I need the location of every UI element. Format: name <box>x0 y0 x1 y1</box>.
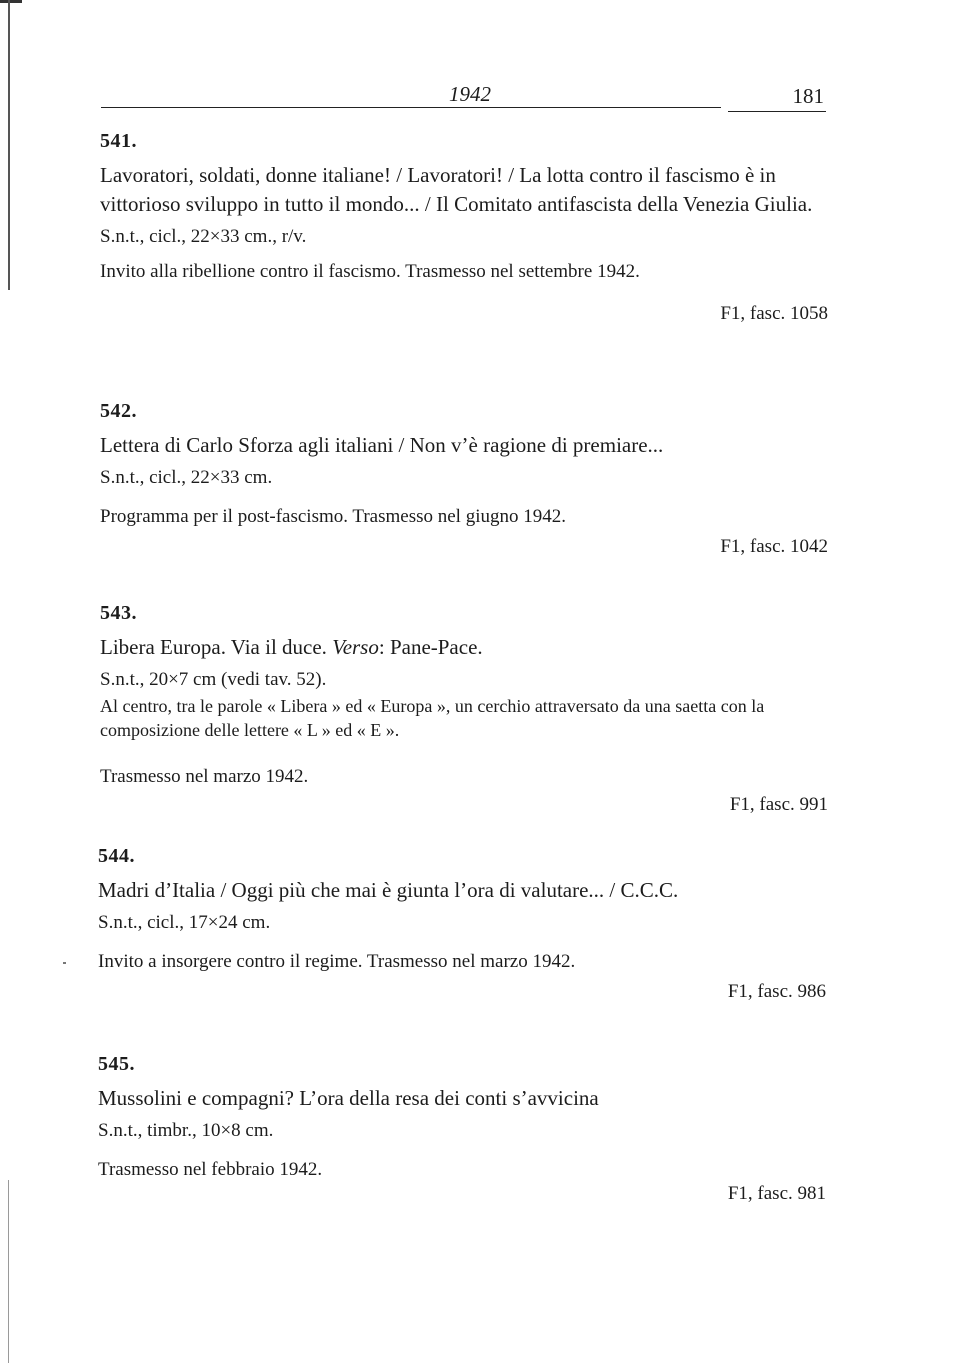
entry-title <box>100 633 828 662</box>
entry-physical-description: S.n.t., cicl., 22×33 cm. <box>100 467 273 488</box>
entry-title: Madri d’Italia / Oggi più che mai è giunta l’ora di valutare... / C.C.C. <box>98 878 679 902</box>
entry-title-verso-label: Verso <box>332 635 379 659</box>
entry-archive-reference: F1, fasc. 991 <box>729 794 828 815</box>
entry-physical-description: S.n.t., cicl., 22×33 cm., r/v. <box>100 226 307 247</box>
entry-physical-description: S.n.t., cicl., 17×24 cm. <box>98 912 271 933</box>
entry-physical-description: S.n.t., 20×7 cm (vedi tav. 52). <box>100 669 327 690</box>
binding-edge-lower <box>8 1180 9 1363</box>
entry-archive-reference: F1, fasc. 1042 <box>720 536 828 557</box>
scan-corner-mark <box>0 0 22 17</box>
entry-title: Mussolini e compagni? L’ora della resa dei conti s’avvicina <box>98 1086 599 1110</box>
page-number: 181 <box>792 84 824 108</box>
entry-title-main: Libera Europa. Via il duce. <box>100 635 327 659</box>
entry-description: Al centro, tra le parole « Libera » ed « Europa », un cerchio attraversato da una saetta con la composizione delle lettere « L » ed « E ». <box>100 696 765 740</box>
entry-note: Trasmesso nel marzo 1942. <box>100 766 309 787</box>
catalog-entry-541 <box>100 130 828 325</box>
entry-title: Lavoratori, soldati, donne italiane! / Lavoratori! / La lotta contro il fascismo è in vittorioso sviluppo in tutto il mondo... / Il Comitato antifascista della Venezia Giulia. <box>100 163 813 216</box>
entry-physical-description: S.n.t., timbr., 10×8 cm. <box>98 1120 274 1141</box>
entry-title: Lettera di Carlo Sforza agli italiani / Non v’è ragione di premiare... <box>100 433 664 457</box>
entry-note: Invito alla ribellione contro il fascismo. Trasmesso nel settembre 1942. <box>100 261 640 282</box>
running-head-year: 1942 <box>449 82 491 106</box>
entry-number: 544. <box>98 845 135 867</box>
entry-note: Trasmesso nel febbraio 1942. <box>98 1159 323 1180</box>
catalog-entry-545 <box>98 1053 826 1205</box>
entry-title-verso-text: : Pane-Pace. <box>378 635 483 659</box>
catalog-entry-543 <box>100 602 828 816</box>
header-rule <box>101 107 721 108</box>
catalog-entry-542 <box>100 400 828 558</box>
entry-number: 543. <box>100 602 137 624</box>
entry-archive-reference: F1, fasc. 981 <box>727 1183 826 1204</box>
header-rule-page <box>728 111 826 112</box>
entry-archive-reference: F1, fasc. 1058 <box>720 303 828 324</box>
scan-speck <box>63 962 66 964</box>
entry-note: Invito a insorgere contro il regime. Trasmesso nel marzo 1942. <box>98 951 576 972</box>
catalog-entry-544 <box>98 845 826 1003</box>
entry-number: 542. <box>100 400 137 422</box>
entry-number: 545. <box>98 1053 135 1075</box>
binding-edge <box>8 0 10 290</box>
entry-note: Programma per il post-fascismo. Trasmesso nel giugno 1942. <box>100 506 566 527</box>
entry-archive-reference: F1, fasc. 986 <box>727 981 826 1002</box>
running-head <box>101 80 826 110</box>
entry-number: 541. <box>100 130 137 152</box>
